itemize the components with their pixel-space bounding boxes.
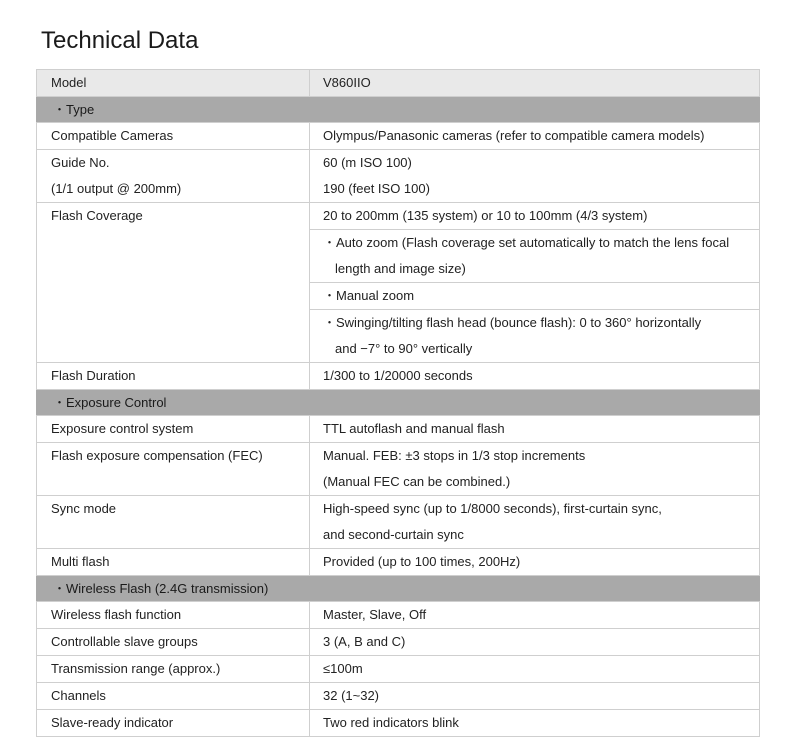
row-value: High-speed sync (up to 1/8000 seconds), first-curtain sync,: [323, 501, 662, 516]
row-label: Channels: [51, 688, 106, 703]
section-title: ・Exposure Control: [53, 395, 167, 410]
row-label: Transmission range (approx.): [51, 661, 221, 676]
row-value-cell: [310, 310, 760, 363]
section-header-row: [37, 97, 760, 123]
row-label-cell: [37, 203, 310, 363]
row-label: Compatible Cameras: [51, 128, 174, 143]
row-value-cell: [310, 602, 760, 629]
row-value: TTL autoflash and manual flash: [323, 421, 505, 436]
header-value: V860IIO: [323, 75, 371, 90]
row-label-cell: [37, 656, 310, 683]
row-value: 3 (A, B and C): [323, 634, 406, 649]
row-value: ・Auto zoom (Flash coverage set automatically to match the lens focal: [323, 235, 730, 250]
table-row: [37, 656, 760, 683]
row-value: 190 (feet ISO 100): [323, 181, 430, 196]
row-label-cell: [37, 549, 310, 576]
row-label-cell: [37, 602, 310, 629]
row-value-cell: [310, 656, 760, 683]
row-value: Master, Slave, Off: [323, 607, 427, 622]
row-label: Multi flash: [51, 554, 110, 569]
row-label-cell: [37, 363, 310, 390]
row-value: ・Swinging/tilting flash head (bounce flash): 0 to 360° horizontally: [323, 315, 702, 330]
row-value-cell: [310, 496, 760, 549]
row-value: 32 (1~32): [323, 688, 380, 703]
row-label-cell: [37, 629, 310, 656]
section-header-cell: [37, 97, 760, 123]
section-header-row: [37, 576, 760, 602]
spec-table: [36, 69, 760, 737]
header-label: Model: [51, 75, 87, 90]
row-value-cell: [310, 230, 760, 283]
row-value: 1/300 to 1/20000 seconds: [323, 368, 473, 383]
row-value-cell: [310, 416, 760, 443]
row-label: Flash Duration: [51, 368, 136, 383]
header-value-cell: [310, 70, 760, 97]
row-label: (1/1 output @ 200mm): [51, 181, 182, 196]
row-label-cell: [37, 683, 310, 710]
table-row: [37, 150, 760, 203]
row-label-cell: [37, 496, 310, 549]
section-header-row: [37, 390, 760, 416]
row-label: Controllable slave groups: [51, 634, 198, 649]
row-label-cell: [37, 150, 310, 203]
row-value: Olympus/Panasonic cameras (refer to compatible camera models): [323, 128, 705, 143]
row-label: Exposure control system: [51, 421, 194, 436]
row-value: length and image size): [335, 261, 466, 276]
row-value-cell: [310, 150, 760, 203]
table-row: [37, 629, 760, 656]
table-row: [37, 710, 760, 737]
row-value-cell: [310, 549, 760, 576]
row-value: ・Manual zoom: [323, 288, 415, 303]
spec-table-body: [37, 70, 760, 737]
row-value-cell: [310, 123, 760, 150]
row-value: 20 to 200mm (135 system) or 10 to 100mm (4/3 system): [323, 208, 648, 223]
row-value-cell: [310, 710, 760, 737]
row-label: Flash Coverage: [51, 208, 143, 223]
table-row: [37, 363, 760, 390]
table-row: [37, 683, 760, 710]
section-header-cell: [37, 390, 760, 416]
row-value: 60 (m ISO 100): [323, 155, 412, 170]
row-value: and second-curtain sync: [323, 527, 464, 542]
row-value: Manual. FEB: ±3 stops in 1/3 stop increments: [323, 448, 586, 463]
row-label: Sync mode: [51, 501, 117, 516]
table-row: [37, 496, 760, 549]
row-value-cell: [310, 683, 760, 710]
section-header-cell: [37, 576, 760, 602]
table-row: [37, 416, 760, 443]
row-value-cell: [310, 203, 760, 230]
row-label-cell: [37, 123, 310, 150]
row-label-cell: [37, 416, 310, 443]
row-label-cell: [37, 710, 310, 737]
row-label-cell: [37, 443, 310, 496]
table-row: [37, 549, 760, 576]
row-value-cell: [310, 363, 760, 390]
table-header-row: [37, 70, 760, 97]
table-row: [37, 443, 760, 496]
header-label-cell: [37, 70, 310, 97]
table-row: [37, 203, 760, 230]
page-title: Technical Data: [41, 27, 199, 54]
row-value-cell: [310, 629, 760, 656]
row-value-cell: [310, 443, 760, 496]
section-title: ・Wireless Flash (2.4G transmission): [53, 581, 269, 596]
row-value: (Manual FEC can be combined.): [323, 474, 511, 489]
row-label: Guide No.: [51, 155, 110, 170]
row-value: Provided (up to 100 times, 200Hz): [323, 554, 521, 569]
table-row: [37, 602, 760, 629]
row-value: Two red indicators blink: [323, 715, 459, 730]
row-label: Wireless flash function: [51, 607, 182, 622]
section-title: ・Type: [53, 102, 95, 117]
row-label: Flash exposure compensation (FEC): [51, 448, 263, 463]
table-row: [37, 123, 760, 150]
row-value-cell: [310, 283, 760, 310]
row-label: Slave-ready indicator: [51, 715, 174, 730]
row-value: and −7° to 90° vertically: [335, 341, 473, 356]
row-value: ≤100m: [323, 661, 363, 676]
